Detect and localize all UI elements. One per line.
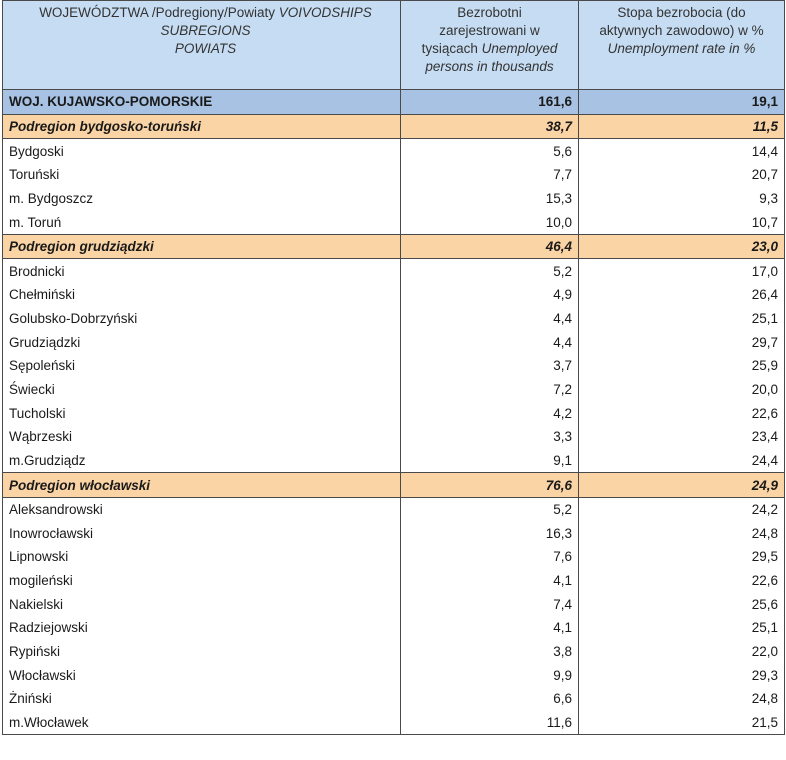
powiat-row <box>3 545 785 569</box>
rate-cell: 25,1 <box>579 616 785 640</box>
unemployed-cell: 4,9 <box>401 283 579 307</box>
region-name-cell: Grudziądzki <box>3 330 401 354</box>
region-name-cell: mogileński <box>3 569 401 593</box>
unemployed-cell: 4,1 <box>401 616 579 640</box>
subregion-row <box>3 234 785 259</box>
rate-cell: 21,5 <box>579 711 785 735</box>
region-name-cell: Żniński <box>3 687 401 711</box>
region-name-cell: Chełmiński <box>3 283 401 307</box>
powiat-row <box>3 663 785 687</box>
unemployed-cell: 3,7 <box>401 354 579 378</box>
powiat-row <box>3 425 785 449</box>
header-unemployed <box>401 1 579 90</box>
subregion-row <box>3 473 785 498</box>
rate-cell: 9,3 <box>579 187 785 211</box>
unemployed-cell: 46,4 <box>401 234 579 259</box>
table-header <box>3 1 785 90</box>
subregion-row <box>3 114 785 139</box>
unemployed-cell: 9,9 <box>401 663 579 687</box>
unemployed-cell: 7,4 <box>401 592 579 616</box>
unemployed-cell: 4,4 <box>401 330 579 354</box>
header-region <box>3 1 401 90</box>
header-unemployed-l2: zarejestrowani w <box>439 23 540 38</box>
header-subregions-en: SUBREGIONS <box>160 23 251 38</box>
rate-cell: 23,0 <box>579 234 785 259</box>
rate-cell: 10,7 <box>579 210 785 234</box>
powiat-row <box>3 330 785 354</box>
header-unemployed-l3-en: Unemployed <box>481 41 558 56</box>
header-rate-l1: Stopa bezrobocia (do <box>617 5 746 20</box>
header-unemployed-l1: Bezrobotni <box>457 5 522 20</box>
region-name-cell: m. Toruń <box>3 210 401 234</box>
region-name-cell: Bydgoski <box>3 139 401 163</box>
rate-cell: 20,0 <box>579 378 785 402</box>
region-name-cell: Toruński <box>3 163 401 187</box>
region-name-cell: Podregion bydgosko-toruński <box>3 114 401 139</box>
header-region-pl: WOJEWÓDZTWA /Podregiony/Powiaty <box>39 5 275 20</box>
powiat-row <box>3 592 785 616</box>
rate-cell: 19,1 <box>579 90 785 115</box>
rate-cell: 24,8 <box>579 687 785 711</box>
region-name-cell: Lipnowski <box>3 545 401 569</box>
rate-cell: 29,3 <box>579 663 785 687</box>
powiat-row <box>3 616 785 640</box>
unemployed-cell: 38,7 <box>401 114 579 139</box>
unemployed-cell: 3,3 <box>401 425 579 449</box>
unemployed-cell: 5,6 <box>401 139 579 163</box>
unemployed-cell: 5,2 <box>401 259 579 283</box>
header-unemployed-l3-pl: tysiącach <box>421 41 478 56</box>
region-name-cell: Podregion grudziądzki <box>3 234 401 259</box>
unemployed-cell: 161,6 <box>401 90 579 115</box>
unemployed-cell: 16,3 <box>401 522 579 546</box>
unemployed-cell: 6,6 <box>401 687 579 711</box>
powiat-row <box>3 210 785 234</box>
header-region-en: VOIVODSHIPS <box>278 5 372 20</box>
rate-cell: 24,9 <box>579 473 785 498</box>
rate-cell: 29,5 <box>579 545 785 569</box>
rate-cell: 25,9 <box>579 354 785 378</box>
rate-cell: 22,6 <box>579 569 785 593</box>
region-name-cell: m. Bydgoszcz <box>3 187 401 211</box>
header-rate-l2: aktywnych zawodowo) w % <box>599 23 764 38</box>
powiat-row <box>3 569 785 593</box>
region-name-cell: Brodnicki <box>3 259 401 283</box>
powiat-row <box>3 354 785 378</box>
powiat-row <box>3 139 785 163</box>
rate-cell: 14,4 <box>579 139 785 163</box>
powiat-row <box>3 449 785 473</box>
powiat-row <box>3 163 785 187</box>
unemployed-cell: 4,2 <box>401 401 579 425</box>
rate-cell: 29,7 <box>579 330 785 354</box>
region-name-cell: Rypiński <box>3 640 401 664</box>
header-rate <box>579 1 785 90</box>
header-powiats-en: POWIATS <box>174 41 237 56</box>
unemployed-cell: 7,6 <box>401 545 579 569</box>
rate-cell: 23,4 <box>579 425 785 449</box>
unemployed-cell: 4,1 <box>401 569 579 593</box>
region-name-cell: Nakielski <box>3 592 401 616</box>
region-name-cell: Radziejowski <box>3 616 401 640</box>
region-name-cell: Golubsko-Dobrzyński <box>3 307 401 331</box>
unemployment-table <box>2 0 785 735</box>
header-unemployed-l4: persons in thousands <box>425 59 554 74</box>
voivodship-row <box>3 90 785 115</box>
region-name-cell: WOJ. KUJAWSKO-POMORSKIE <box>3 90 401 115</box>
unemployed-cell: 9,1 <box>401 449 579 473</box>
unemployed-cell: 5,2 <box>401 497 579 521</box>
powiat-row <box>3 283 785 307</box>
rate-cell: 24,8 <box>579 522 785 546</box>
powiat-row <box>3 687 785 711</box>
header-rate-l3: Unemployment rate in % <box>607 41 756 56</box>
unemployed-cell: 76,6 <box>401 473 579 498</box>
rate-cell: 25,6 <box>579 592 785 616</box>
rate-cell: 20,7 <box>579 163 785 187</box>
powiat-row <box>3 522 785 546</box>
rate-cell: 17,0 <box>579 259 785 283</box>
powiat-row <box>3 187 785 211</box>
powiat-row <box>3 711 785 735</box>
region-name-cell: m.Włocławek <box>3 711 401 735</box>
region-name-cell: Tucholski <box>3 401 401 425</box>
rate-cell: 26,4 <box>579 283 785 307</box>
region-name-cell: Świecki <box>3 378 401 402</box>
table-body <box>3 90 785 735</box>
unemployed-cell: 4,4 <box>401 307 579 331</box>
unemployed-cell: 7,7 <box>401 163 579 187</box>
rate-cell: 24,2 <box>579 497 785 521</box>
region-name-cell: m.Grudziądz <box>3 449 401 473</box>
unemployed-cell: 7,2 <box>401 378 579 402</box>
region-name-cell: Inowrocławski <box>3 522 401 546</box>
unemployed-cell: 10,0 <box>401 210 579 234</box>
rate-cell: 24,4 <box>579 449 785 473</box>
powiat-row <box>3 378 785 402</box>
unemployed-cell: 3,8 <box>401 640 579 664</box>
unemployed-cell: 11,6 <box>401 711 579 735</box>
region-name-cell: Podregion włocławski <box>3 473 401 498</box>
region-name-cell: Włocławski <box>3 663 401 687</box>
rate-cell: 25,1 <box>579 307 785 331</box>
rate-cell: 22,0 <box>579 640 785 664</box>
powiat-row <box>3 497 785 521</box>
region-name-cell: Wąbrzeski <box>3 425 401 449</box>
powiat-row <box>3 259 785 283</box>
unemployed-cell: 15,3 <box>401 187 579 211</box>
powiat-row <box>3 307 785 331</box>
rate-cell: 22,6 <box>579 401 785 425</box>
region-name-cell: Aleksandrowski <box>3 497 401 521</box>
powiat-row <box>3 401 785 425</box>
rate-cell: 11,5 <box>579 114 785 139</box>
region-name-cell: Sępoleński <box>3 354 401 378</box>
powiat-row <box>3 640 785 664</box>
